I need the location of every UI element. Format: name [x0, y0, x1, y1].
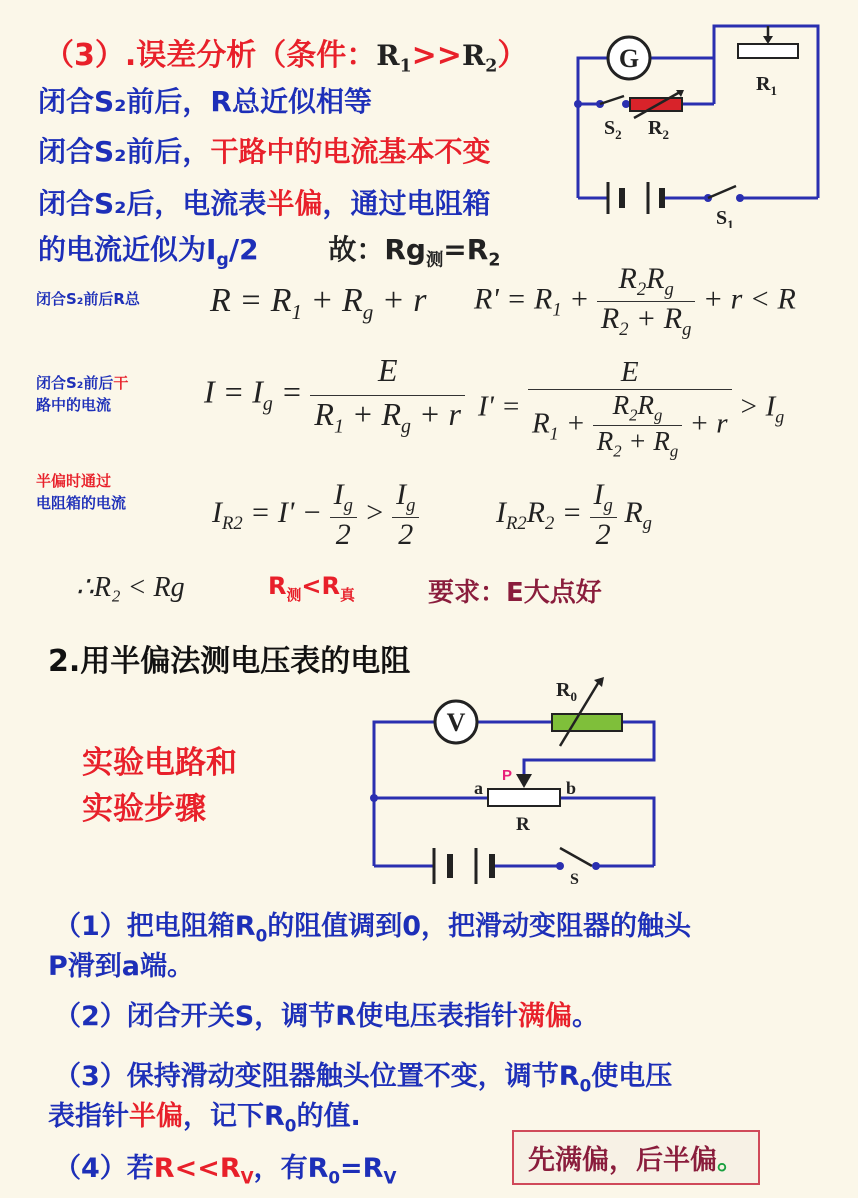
switch-s2 [600, 96, 624, 104]
svg-text:S: S [570, 871, 579, 888]
formula-ir2: $I_{R2} = I'$ − $\frac{I_g}{2}$ > $\frac{I_g}{2}$ [212, 478, 419, 552]
step-2: （2）闭合开关S，调节R使电压表指针满偏。 [54, 1001, 600, 1032]
svg-text:b: b [566, 778, 577, 798]
r-measured-less-true: $R_测<R_真$ [268, 572, 355, 604]
formula-r-prime: $R' = R_1$ + $\frac{R_2R_g}{R_2 + R_g}$ + r < R [474, 262, 796, 340]
svg-text:G: G [618, 44, 640, 73]
cond-r1: $R_1$ [376, 39, 412, 77]
title-suffix: ） [497, 38, 528, 73]
svg-text:R1: $R_1$ [756, 73, 777, 98]
resistor-r1 [738, 44, 798, 58]
step-1: （1）把电阻箱$R_0$的阻值调到0，把滑动变阻器的触头 [54, 911, 692, 946]
svg-text:R2: $R_2$ [648, 117, 669, 142]
circuit-diagram-2 [364, 676, 664, 888]
svg-text:P: P [502, 767, 513, 784]
formula-r-total: $R = R_1 + R_g + r$ [210, 282, 427, 324]
svg-text:S1: $S_1$ [716, 207, 734, 228]
formula-current-i-prime: I' = E $R_1$ + $\frac{R_2R_g}{R_2 + R_g}$ + r > $I_g$ [478, 356, 785, 461]
switch-s [560, 848, 592, 866]
summary-box: 先满偏，后半偏。 [512, 1130, 760, 1185]
svg-text:S2: $S_2$ [604, 117, 622, 142]
title-prefix: （3）.误差分析（条件： [44, 38, 377, 73]
section3-title [44, 30, 527, 77]
line4: 的电流近似为$I_g/2$ 故：$Rg_测=R_2$ [38, 233, 501, 271]
formula-label-3: 半偏时通过 电阻箱的电流 [36, 472, 127, 512]
line1: 闭合S₂前后，R总近似相等 [38, 85, 372, 118]
svg-text:V: V [446, 708, 466, 737]
requirement: 要求：E大点好 [428, 578, 602, 608]
svg-text:a: a [474, 778, 483, 798]
cond-r2: $R_2$ [461, 39, 498, 77]
formula-label-1: 闭合S₂前后R总 [36, 290, 140, 308]
step-1-cont: P滑到a端。 [48, 951, 195, 982]
formula-ir2-r2: $I_{R2}R_2$ = $\frac{I_g}{2}$ $R_g$ [496, 478, 652, 551]
svg-text:R0: $R_0$ [556, 679, 577, 704]
therefore-statement: ∴R₂ < Rg [76, 572, 185, 603]
switch-s1 [708, 186, 736, 198]
step-3-cont: 表指针半偏，记下$R_0$的值. [48, 1101, 361, 1136]
rheostat-r [488, 789, 560, 806]
line3: 闭合S₂后，电流表半偏，通过电阻箱 [38, 187, 491, 220]
side-caption: 实验电路和 实验步骤 [82, 745, 237, 827]
step-3: （3）保持滑动变阻器触头位置不变，调节$R_0$使电压 [54, 1061, 673, 1096]
svg-text:R: R [516, 814, 530, 835]
section2-title: 2.用半偏法测电压表的电阻 [48, 644, 411, 679]
formula-label-2: 闭合S₂前后干 路中的电流 [36, 374, 129, 414]
line2: 闭合S₂前后，干路中的电流基本不变 [38, 135, 491, 168]
step-4: （4）若$R<<R_V$，有$R_0=R_V$ [54, 1153, 397, 1188]
resistor-box-r0 [552, 714, 622, 731]
circuit-diagram-1 [568, 18, 828, 228]
formula-current-i: $I = I_g$ = $\frac{E}{R_1 + R_g + r}$ [204, 352, 465, 438]
cond-much-greater: >> [411, 38, 462, 73]
